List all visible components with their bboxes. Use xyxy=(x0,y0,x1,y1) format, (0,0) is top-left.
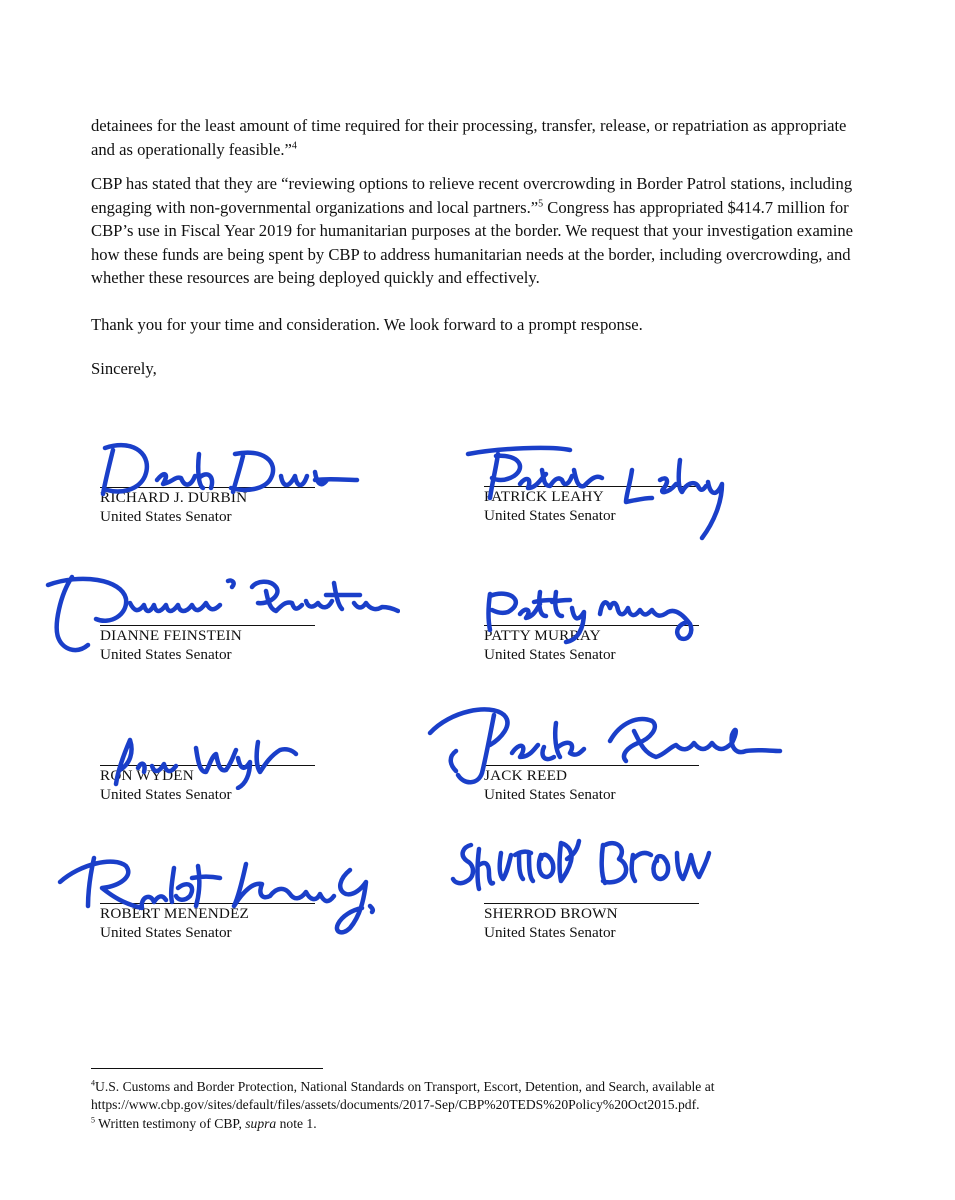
paragraph-text: CBP has stated that they are “reviewing options to relieve recent overcrowding in Border Patrol stations, including engaging with non-governmental organizations and local partners.” xyxy=(91,174,853,217)
paragraph-text-continued: Congress has appropriated $414.7 million for CBP’s use in Fiscal Year 2019 for humanitarian purposes at the border. We request that your investigation examine how these funds are being spent by CBP to address humanitarian needs at the border, including overcrowding, and whether these resources are being deployed quickly and effectively. xyxy=(91,197,853,287)
footnote-ref: 4 xyxy=(291,139,297,151)
signature-reed xyxy=(420,695,785,795)
closing-sincerely: Sincerely, xyxy=(91,359,157,378)
signatory-name: PATTY MURRAY xyxy=(484,627,601,644)
signature-line xyxy=(484,625,699,626)
signature-line xyxy=(100,625,315,626)
signature-brown xyxy=(445,825,715,915)
signatory-name: ROBERT MENENDEZ xyxy=(100,905,250,922)
signatory-name: SHERROD BROWN xyxy=(484,905,618,922)
signatory-title: United States Senator xyxy=(484,507,616,524)
signatory-title: United States Senator xyxy=(484,924,616,941)
signature-line xyxy=(484,903,699,904)
signatory-title: United States Senator xyxy=(100,924,232,941)
signatory-title: United States Senator xyxy=(484,646,616,663)
signatory-title: United States Senator xyxy=(100,786,232,803)
signatory-title: United States Senator xyxy=(100,508,232,525)
footnote-number: 5 xyxy=(91,1115,95,1125)
footnote-italic: supra xyxy=(245,1116,277,1131)
footnote-text-end: note 1. xyxy=(276,1116,317,1131)
signatory-name: RON WYDEN xyxy=(100,767,194,784)
signatory-name: JACK REED xyxy=(484,767,568,784)
footnote-ref: 5 xyxy=(538,197,544,209)
paragraph-detainees xyxy=(91,114,871,161)
signatory-name: DIANNE FEINSTEIN xyxy=(100,627,242,644)
footnote-number: 4 xyxy=(91,1078,95,1088)
paragraph-thank-you: Thank you for your time and consideration. We look forward to a prompt response. xyxy=(91,315,643,334)
footnote-text: Written testimony of CBP, xyxy=(95,1116,246,1131)
signature-line xyxy=(100,903,315,904)
footnote-5 xyxy=(91,1115,871,1133)
paragraph-text: detainees for the least amount of time required for their processing, transfer, release, or repatriation as appropriate and as operationally feasible.” xyxy=(91,116,847,159)
paragraph-overcrowding xyxy=(91,172,871,290)
signature-line xyxy=(484,486,699,487)
signatory-title: United States Senator xyxy=(484,786,616,803)
footnote-text: U.S. Customs and Border Protection, National Standards on Transport, Escort, Detention, and Search, available at https://www.cbp.gov/sites/default/files/assets/documents/2017-Sep/CBP%20TEDS%20Policy%20Oct2015.pdf. xyxy=(91,1079,715,1112)
footnote-4 xyxy=(91,1078,871,1114)
signatory-name: PATRICK LEAHY xyxy=(484,488,604,505)
signature-line xyxy=(100,765,315,766)
signature-line xyxy=(100,487,315,488)
signatory-title: United States Senator xyxy=(100,646,232,663)
signatory-name: RICHARD J. DURBIN xyxy=(100,489,248,506)
signature-line xyxy=(484,765,699,766)
footnote-rule xyxy=(91,1068,323,1069)
